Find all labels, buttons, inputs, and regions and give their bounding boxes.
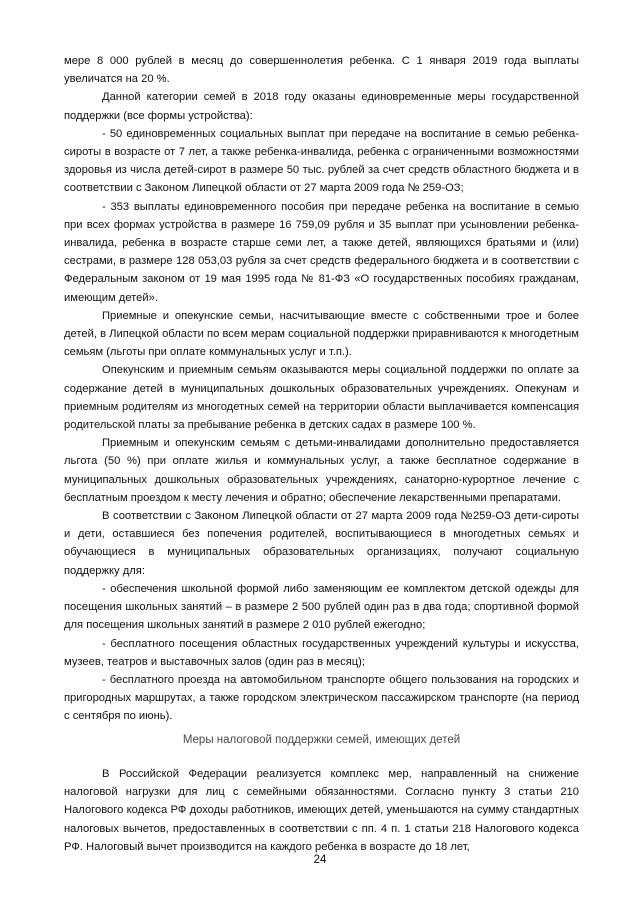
paragraph: Приемные и опекунские семьи, насчитывающие вместе с собственными трое и более детей, в Липецкой области по всем мерам социальной поддержки приравниваются к многодетным семьям (льготы при оплате коммунальных услуг и т.п.). [64,309,579,359]
paragraph-continuation: мере 8 000 рублей в месяц до совершеннолетия ребенка. С 1 января 2019 года выплаты увеличатся на 20 %. [64,55,579,86]
list-item: - бесплатного посещения областных государственных учреждений культуры и искусства, музеев, театров и выставочных залов (один раз в месяц); [64,637,579,668]
paragraph: В Российской Федерации реализуется комплекс мер, направленный на снижение налоговой нагрузки для лиц с семейными обязанностями. Согласно пункту 3 статьи 210 Налогового кодекса РФ доходы работников, имеющих детей, уменьшаются на сумму стандартных налоговых вычетов, предоставленных в соответствии с пп. 4 п. 1 статьи 218 Налогового кодекса РФ. Налоговый вычет производится на каждого ребенка в возрасте до 18 лет, [64,768,579,853]
section-heading: Меры налоговой поддержки семей, имеющих детей [182,734,461,746]
list-item: - бесплатного проезда на автомобильном транспорте общего пользования на городских и пригородных маршрутах, а также городском электрическом пассажирском транспорте (на период с сентября по июнь). [64,673,579,723]
section-body-text [64,765,579,856]
paragraph: Приемным и опекунским семьям с детьми-инвалидами дополнительно предоставляется льгота (50 %) при оплате жилья и коммунальных услуг, а также бесплатное содержание в муниципальных дошкольных образовательных учреждениях, санаторно-курортное лечение с бесплатным проездом к месту лечения и обратно; обеспечение лекарственными препаратами. [64,437,579,504]
list-item: - обеспечения школьной формой либо заменяющим ее комплектом детской одежды для посещения школьных занятий – в размере 2 500 рублей один раз в два года; спортивной формой для посещения школьных занятий в размере 2 010 рублей ежегодно; [64,582,579,632]
list-item: - 353 выплаты единовременного пособия при передаче ребенка на воспитание в семью при всех формах устройства в размере 16 759,09 рубля и 35 выплат при усыновлении ребенка-инвалида, ребенка в возрасте старше семи лет, а также детей, являющихся братьями и (или) сестрами, в размере 128 053,03 рубля за счет средств федерального бюджета и в соответствии с Федеральным законом от 19 мая 1995 года № 81-ФЗ «О государственных пособиях гражданам, имеющим детей». [64,200,579,304]
paragraph: В соответствии с Законом Липецкой области от 27 марта 2009 года №259-ОЗ дети-сироты и дети, оставшиеся без попечения родителей, воспитывающиеся в многодетных семьях и обучающиеся в муниципальных образовательных организациях, получают социальную поддержку для: [64,510,579,577]
list-item: - 50 единовременных социальных выплат при передаче на воспитание в семью ребенка-сироты в возрасте от 7 лет, а также ребенка-инвалида, ребенка с ограниченными возможностями здоровья из числа детей-сирот в размере 50 тыс. рублей за счет средств областного бюджета и в соответствии с Законом Липецкой области от 27 марта 2009 года № 259-ОЗ; [64,127,579,195]
page-number: 24 [313,854,327,866]
paragraph: Опекунским и приемным семьям оказываются меры социальной поддержки по оплате за содержание детей в муниципальных дошкольных образовательных учреждениях. Опекунам и приемным родителям из многодетных семей на территории области выплачивается компенсация родительской платы за пребывание ребенка в детских садах в размере 100 %. [64,364,579,432]
paragraph: Данной категории семей в 2018 году оказаны единовременные меры государственной поддержки (все формы устройства): [64,91,579,122]
body-text [64,52,579,726]
